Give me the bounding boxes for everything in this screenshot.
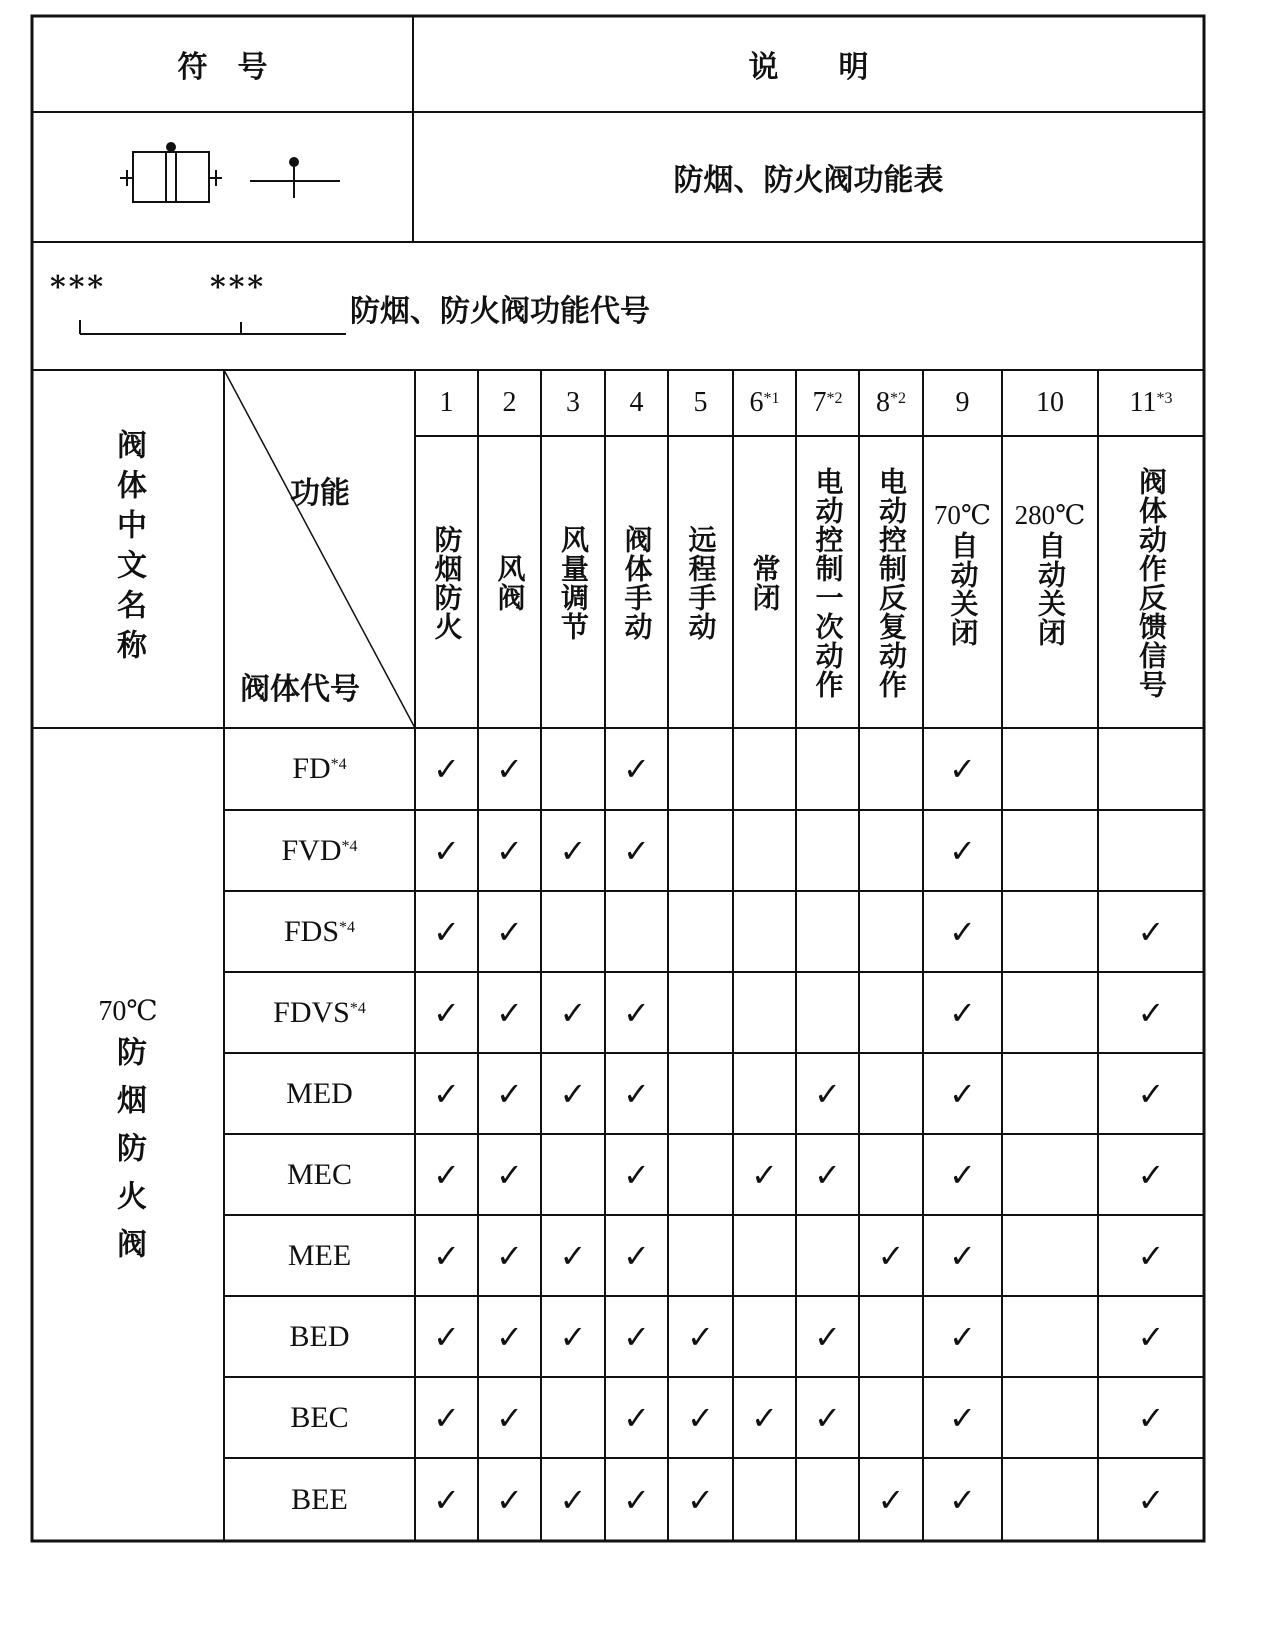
column-label-text: 防烟防火 [430, 525, 464, 641]
check-mark: ✓ [1137, 1155, 1165, 1194]
check-mark: ✓ [496, 1236, 523, 1275]
check-mark: ✓ [559, 993, 587, 1032]
valve-code [224, 728, 415, 810]
column-label-text: 自动关闭 [1034, 531, 1067, 647]
column-label [605, 448, 668, 718]
column-label [668, 448, 733, 718]
check-mark: ✓ [433, 993, 460, 1032]
column-label [923, 448, 1002, 718]
column-label-text: 远程手动 [684, 525, 718, 641]
check-mark: ✓ [623, 1480, 650, 1519]
code-bracket [80, 320, 346, 334]
check-mark: ✓ [814, 1155, 841, 1194]
column-footnote: *2 [826, 390, 843, 407]
valve-code [224, 1134, 415, 1215]
column-number [415, 370, 478, 436]
check-mark: ✓ [433, 1398, 460, 1437]
description-column-header: 说 明 [748, 50, 869, 85]
check-mark: ✓ [433, 1155, 460, 1194]
column-footnote: *2 [890, 390, 906, 407]
check-mark: ✓ [687, 1317, 714, 1356]
check-mark: ✓ [623, 750, 650, 788]
check-mark: ✓ [1137, 1398, 1165, 1437]
check-mark: ✓ [559, 1074, 587, 1113]
check-mark: ✓ [433, 1236, 460, 1275]
valve-code-text: MED [286, 1076, 353, 1110]
check-mark: ✓ [751, 1155, 778, 1194]
check-mark: ✓ [496, 1074, 523, 1113]
column-label [478, 448, 541, 718]
valve-code [224, 810, 415, 891]
valve-code-text: BEC [290, 1400, 349, 1434]
check-mark: ✓ [559, 1236, 587, 1275]
column-number-text: 10 [1036, 387, 1064, 418]
valve-code [224, 1053, 415, 1134]
check-mark: ✓ [623, 1155, 650, 1194]
column-number [1098, 370, 1204, 436]
check-mark: ✓ [1137, 912, 1165, 951]
check-mark: ✓ [949, 1074, 976, 1113]
check-mark: ✓ [949, 1398, 976, 1437]
valve-code-text: BED [289, 1319, 350, 1353]
check-mark: ✓ [496, 831, 523, 870]
check-mark: ✓ [433, 750, 460, 788]
column-label [796, 448, 859, 718]
check-mark: ✓ [1137, 993, 1165, 1032]
check-mark: ✓ [433, 1480, 460, 1519]
function-label: 功能 [290, 476, 350, 511]
valve-code-text: FDVS [273, 995, 350, 1029]
column-label [1098, 448, 1204, 718]
column-label-text: 自动关闭 [946, 531, 980, 647]
column-number-text: 7 [812, 387, 827, 418]
column-footnote: *3 [1156, 390, 1173, 407]
column-number-text: 1 [439, 387, 454, 418]
column-footnote: *1 [763, 390, 780, 407]
column-number [733, 370, 796, 436]
check-mark: ✓ [433, 1317, 460, 1356]
right-code-placeholder: *** [210, 270, 267, 305]
column-label-text: 阀体手动 [620, 525, 654, 641]
check-mark: ✓ [559, 1480, 587, 1519]
check-mark: ✓ [496, 1480, 523, 1519]
column-number [605, 370, 668, 436]
check-mark: ✓ [1137, 1074, 1165, 1113]
check-mark: ✓ [814, 1398, 841, 1437]
damper-symbol-icon [120, 143, 340, 202]
column-number [668, 370, 733, 436]
check-mark: ✓ [496, 993, 523, 1032]
check-mark: ✓ [623, 1317, 650, 1356]
check-mark: ✓ [949, 1480, 976, 1519]
check-mark: ✓ [433, 912, 460, 951]
column-number-text: 6 [749, 387, 764, 418]
valve-code [224, 1296, 415, 1377]
column-label [541, 448, 605, 718]
column-number [541, 370, 605, 436]
column-number [1002, 370, 1098, 436]
check-mark: ✓ [949, 1155, 976, 1194]
check-mark: ✓ [949, 1236, 976, 1275]
valve-group-name [32, 728, 224, 1541]
check-mark: ✓ [949, 993, 976, 1032]
check-mark: ✓ [1137, 1317, 1165, 1356]
check-mark: ✓ [1137, 1236, 1165, 1275]
check-mark: ✓ [687, 1398, 714, 1437]
check-mark: ✓ [623, 993, 650, 1032]
column-label-text: 风量调节 [557, 525, 590, 641]
column-label-text: 常闭 [748, 554, 782, 612]
group-temperature: 70℃ [98, 995, 158, 1027]
column-number [859, 370, 923, 436]
column-label-text: 风阀 [493, 554, 527, 612]
valve-code-text: FDS [283, 914, 340, 948]
valve-code-footnote: *4 [330, 756, 347, 773]
column-label [859, 448, 923, 718]
check-mark: ✓ [623, 1074, 650, 1113]
valve-name-header: 阀体中文名称 [111, 429, 146, 669]
check-mark: ✓ [949, 912, 976, 951]
valve-code [224, 1458, 415, 1541]
check-mark: ✓ [814, 1074, 841, 1113]
column-label-text: 电动控制一次动作 [811, 467, 845, 699]
check-mark: ✓ [949, 750, 976, 788]
column-label-text: 电动控制反复动作 [875, 467, 908, 699]
valve-code-footnote: *4 [349, 999, 366, 1017]
check-mark: ✓ [559, 831, 587, 870]
function-code-label: 防烟、防火阀功能代号 [350, 294, 650, 329]
check-mark: ✓ [877, 1480, 905, 1519]
column-number-text: 9 [955, 387, 970, 418]
function-table-title: 防烟、防火阀功能表 [673, 163, 944, 198]
check-mark: ✓ [496, 750, 523, 788]
column-number-text: 8 [876, 387, 890, 418]
check-mark: ✓ [814, 1317, 841, 1356]
column-number-text: 11 [1129, 387, 1157, 418]
column-label-temperature: 70℃ [933, 500, 992, 530]
column-number-text: 3 [566, 387, 580, 418]
column-label-temperature: 280℃ [1014, 500, 1086, 530]
check-mark: ✓ [877, 1236, 905, 1275]
check-mark: ✓ [1137, 1480, 1165, 1519]
valve-code-text: MEC [286, 1157, 352, 1191]
check-mark: ✓ [496, 1155, 523, 1194]
check-mark: ✓ [496, 1317, 523, 1356]
check-mark: ✓ [433, 831, 460, 870]
column-label [415, 448, 478, 718]
left-code-placeholder: *** [50, 270, 107, 305]
group-name: 防烟防火阀 [111, 1035, 146, 1276]
check-mark: ✓ [496, 912, 523, 951]
valve-code [224, 1377, 415, 1458]
check-mark: ✓ [623, 1398, 650, 1437]
valve-code [224, 1215, 415, 1296]
valve-code-label: 阀体代号 [240, 672, 360, 707]
column-number-text: 4 [629, 387, 644, 418]
column-number [923, 370, 1002, 436]
column-label [1002, 448, 1098, 718]
valve-code [224, 972, 415, 1053]
valve-code-text: BEE [291, 1482, 348, 1516]
column-label [733, 448, 796, 718]
valve-code-footnote: *4 [339, 918, 356, 936]
valve-code-text: FVD [281, 833, 342, 867]
valve-code-text: FD [292, 752, 331, 785]
valve-code-text: MEE [287, 1238, 352, 1272]
check-mark: ✓ [559, 1317, 587, 1356]
check-mark: ✓ [751, 1398, 778, 1437]
check-mark: ✓ [949, 831, 976, 870]
column-label-text: 阀体动作反馈信号 [1135, 467, 1168, 699]
check-mark: ✓ [496, 1398, 523, 1437]
check-mark: ✓ [623, 831, 650, 870]
check-mark: ✓ [623, 1236, 650, 1275]
valve-code [224, 891, 415, 972]
check-mark: ✓ [433, 1074, 460, 1113]
column-number-text: 5 [693, 387, 708, 418]
check-mark: ✓ [687, 1480, 714, 1519]
column-number [478, 370, 541, 436]
valve-code-footnote: *4 [341, 837, 358, 855]
column-number [796, 370, 859, 436]
check-mark: ✓ [949, 1317, 976, 1356]
column-number-text: 2 [502, 387, 517, 418]
symbol-column-header: 符 号 [177, 50, 268, 85]
